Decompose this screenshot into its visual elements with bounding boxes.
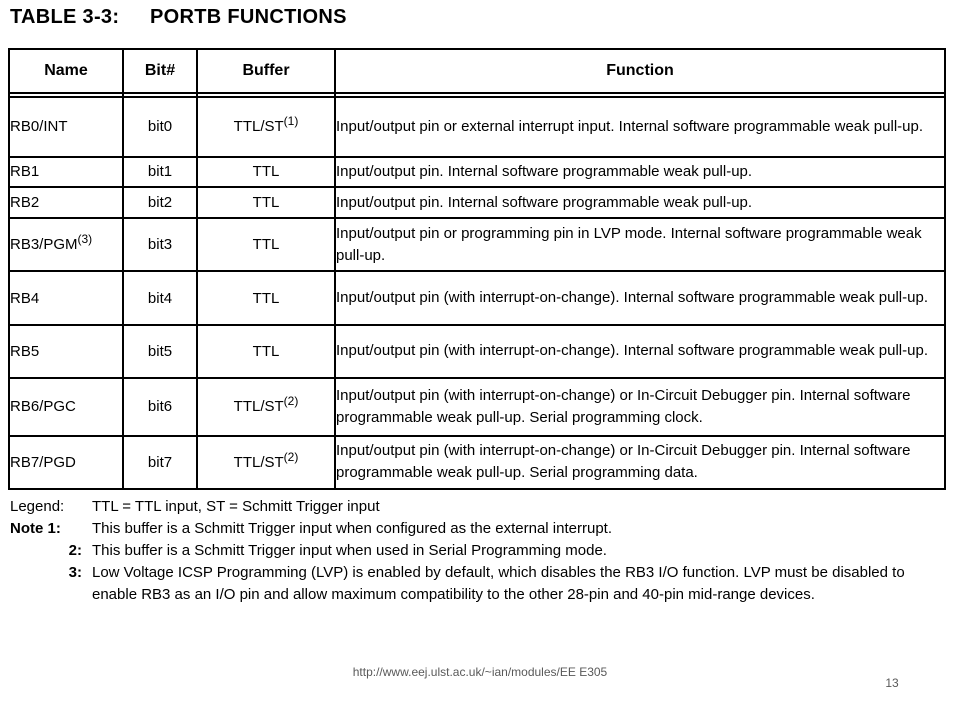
table-row <box>9 271 945 324</box>
header-function: Function <box>335 49 945 93</box>
function-cell: Input/output pin (with interrupt-on-change). Internal software programmable weak pull-up. <box>335 325 945 378</box>
table-row <box>9 187 945 218</box>
pin-name-cell <box>9 271 123 324</box>
table-row <box>9 325 945 378</box>
bit-cell: bit7 <box>123 436 197 489</box>
buffer-cell <box>197 325 335 378</box>
table-name: PORTB FUNCTIONS <box>150 6 347 28</box>
buffer-type: TTL <box>252 163 280 181</box>
function-cell: Input/output pin (with interrupt-on-change) or In-Circuit Debugger pin. Internal software programmable weak pull-up. Serial programming data. <box>335 436 945 489</box>
table-row <box>9 378 945 435</box>
table-row <box>9 157 945 188</box>
note-row-2 <box>10 540 922 562</box>
buffer-note: (2) <box>283 449 299 464</box>
portb-functions-table <box>8 48 946 490</box>
pin-name: RB2 <box>10 194 40 212</box>
pin-name-cell <box>9 157 123 188</box>
note-text: This buffer is a Schmitt Trigger input when used in Serial Programming mode. <box>92 542 607 559</box>
legend-text: TTL = TTL input, ST = Schmitt Trigger input <box>92 498 380 515</box>
pin-name: RB4 <box>10 289 40 307</box>
pin-name-cell <box>9 187 123 218</box>
note-text: This buffer is a Schmitt Trigger input when configured as the external interrupt. <box>92 520 612 537</box>
buffer-cell <box>197 218 335 271</box>
bit-cell: bit5 <box>123 325 197 378</box>
bit-cell: bit2 <box>123 187 197 218</box>
table-title <box>10 6 347 29</box>
header-row <box>9 49 945 93</box>
bit-cell: bit4 <box>123 271 197 324</box>
pin-name: RB1 <box>10 163 40 181</box>
page-number: 13 <box>885 676 899 690</box>
header-bit: Bit# <box>123 49 197 93</box>
bit-cell: bit0 <box>123 97 197 157</box>
pin-name-cell <box>9 218 123 271</box>
table-body <box>9 97 945 489</box>
note-number: 3: <box>68 564 82 581</box>
pin-name: RB0/INT <box>10 118 68 136</box>
function-cell: Input/output pin (with interrupt-on-change) or In-Circuit Debugger pin. Internal software programmable weak pull-up. Serial programming clock. <box>335 378 945 435</box>
buffer-type: TTL <box>252 194 280 212</box>
note-number: 2: <box>68 542 82 559</box>
pin-name: RB5 <box>10 342 40 360</box>
function-cell: Input/output pin or external interrupt input. Internal software programmable weak pull-up. <box>335 97 945 157</box>
notes-section <box>10 496 922 606</box>
buffer-cell <box>197 436 335 489</box>
buffer-cell <box>197 97 335 157</box>
buffer-note: (1) <box>283 114 299 129</box>
footer-url: http://www.eej.ulst.ac.uk/~ian/modules/EE E305 <box>352 665 608 679</box>
buffer-note: (2) <box>283 394 299 409</box>
function-cell: Input/output pin. Internal software programmable weak pull-up. <box>335 187 945 218</box>
table-row <box>9 97 945 157</box>
pin-name: RB3/PGM <box>10 236 78 254</box>
note-row-3 <box>10 562 922 606</box>
buffer-type: TTL/ST <box>233 453 284 471</box>
buffer-type: TTL <box>252 236 280 254</box>
table-row <box>9 436 945 489</box>
note-text: Low Voltage ICSP Programming (LVP) is enabled by default, which disables the RB3 I/O function. LVP must be disabled to enable RB3 as an I/O pin and allow maximum compatibility to the other 28-pin and 40-pin mid-range devices. <box>92 564 905 603</box>
legend-row <box>10 496 922 518</box>
buffer-cell <box>197 187 335 218</box>
table-row <box>9 218 945 271</box>
function-cell: Input/output pin or programming pin in LVP mode. Internal software programmable weak pull-up. <box>335 218 945 271</box>
bit-cell: bit3 <box>123 218 197 271</box>
header-name: Name <box>9 49 123 93</box>
buffer-cell <box>197 271 335 324</box>
buffer-type: TTL <box>252 289 280 307</box>
note-row-1 <box>10 518 922 540</box>
buffer-type: TTL/ST <box>233 398 284 416</box>
pin-name-cell <box>9 97 123 157</box>
pin-name-cell <box>9 378 123 435</box>
buffer-type: TTL/ST <box>233 118 284 136</box>
buffer-cell <box>197 157 335 188</box>
table-number: TABLE 3-3: <box>10 6 120 28</box>
buffer-cell <box>197 378 335 435</box>
legend-label: Legend: <box>10 498 65 515</box>
note-number: 1: <box>47 520 61 537</box>
pin-name-cell <box>9 325 123 378</box>
bit-cell: bit1 <box>123 157 197 188</box>
header-buffer: Buffer <box>197 49 335 93</box>
buffer-type: TTL <box>252 342 280 360</box>
pin-name-note: (3) <box>77 232 93 247</box>
pin-name: RB7/PGD <box>10 453 76 471</box>
pin-name-cell <box>9 436 123 489</box>
function-cell: Input/output pin (with interrupt-on-change). Internal software programmable weak pull-up. <box>335 271 945 324</box>
bit-cell: bit6 <box>123 378 197 435</box>
note-label: Note <box>10 520 44 537</box>
function-cell: Input/output pin. Internal software programmable weak pull-up. <box>335 157 945 188</box>
pin-name: RB6/PGC <box>10 398 76 416</box>
